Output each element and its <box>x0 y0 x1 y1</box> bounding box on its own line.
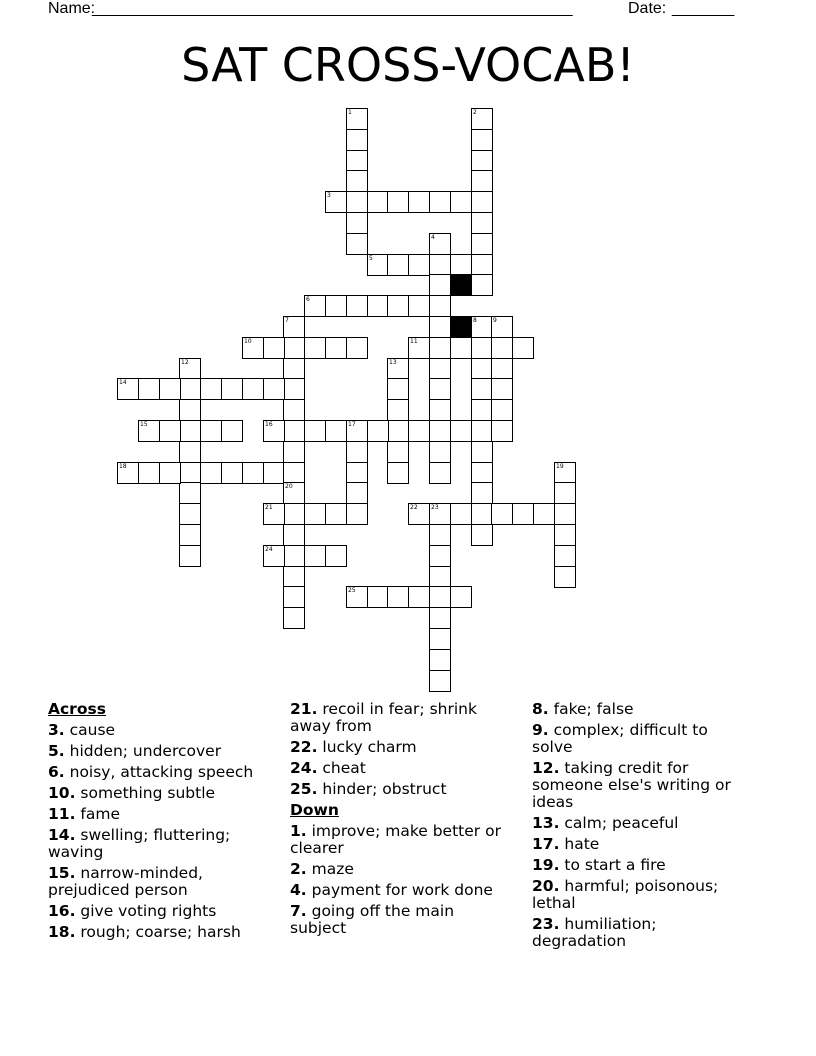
grid-cell[interactable] <box>159 462 181 484</box>
grid-cell[interactable] <box>179 524 201 546</box>
grid-cell[interactable] <box>471 316 493 338</box>
grid-cell[interactable] <box>346 108 368 130</box>
grid-cell[interactable] <box>200 462 222 484</box>
clue-number: 3. <box>48 721 65 739</box>
clue-number-label: 20 <box>285 483 293 490</box>
clue-text: hidden; undercover <box>64 742 222 760</box>
grid-cell[interactable] <box>429 358 451 380</box>
grid-cell[interactable] <box>512 503 534 525</box>
clue-number-label: 15 <box>140 421 148 428</box>
clue-number: 19. <box>532 856 560 874</box>
clue-across <box>290 760 510 777</box>
clue-text: to start a fire <box>559 856 666 874</box>
grid-cell[interactable] <box>471 482 493 504</box>
clue-text: rough; coarse; harsh <box>75 923 241 941</box>
clue-down <box>532 857 752 874</box>
clue-text: fake; false <box>548 700 634 718</box>
grid-cell[interactable] <box>304 337 326 359</box>
grid-cell[interactable] <box>283 358 305 380</box>
grid-cell[interactable] <box>346 129 368 151</box>
grid-cell[interactable] <box>387 420 409 442</box>
clue-number-label: 19 <box>556 463 564 470</box>
grid-cell[interactable] <box>283 316 305 338</box>
grid-cell[interactable] <box>512 337 534 359</box>
grid-cell[interactable] <box>283 586 305 608</box>
clue-text: hinder; obstruct <box>317 780 447 798</box>
grid-cell[interactable] <box>179 441 201 463</box>
clue-number: 16. <box>48 902 76 920</box>
grid-cell[interactable] <box>471 129 493 151</box>
clue-number-label: 1 <box>348 109 352 116</box>
clue-down <box>532 815 752 832</box>
grid-cell[interactable] <box>387 378 409 400</box>
grid-cell[interactable] <box>429 274 451 296</box>
grid-cell[interactable] <box>325 420 347 442</box>
clue-number: 15. <box>48 864 76 882</box>
grid-cell[interactable] <box>325 295 347 317</box>
grid-cell[interactable] <box>387 358 409 380</box>
clue-text: give voting rights <box>75 902 217 920</box>
grid-cell[interactable] <box>367 586 389 608</box>
grid-cell[interactable] <box>283 378 305 400</box>
grid-cell[interactable] <box>408 337 430 359</box>
grid-cell[interactable] <box>283 399 305 421</box>
clue-number-label: 21 <box>265 504 273 511</box>
clue-number: 11. <box>48 805 76 823</box>
clue-down <box>290 861 510 878</box>
grid-cell[interactable] <box>283 462 305 484</box>
grid-cell[interactable] <box>533 503 555 525</box>
clue-down <box>532 722 752 756</box>
grid-cell[interactable] <box>346 212 368 234</box>
clue-number: 14. <box>48 826 76 844</box>
grid-cell[interactable] <box>429 566 451 588</box>
grid-cell[interactable] <box>491 316 513 338</box>
grid-cell[interactable] <box>554 566 576 588</box>
grid-cell[interactable] <box>387 254 409 276</box>
clue-number-label: 14 <box>119 379 127 386</box>
clue-number-label: 7 <box>285 317 289 324</box>
clue-number-label: 12 <box>181 359 189 366</box>
grid-cell[interactable] <box>429 254 451 276</box>
grid-cell[interactable] <box>471 503 493 525</box>
clue-number-label: 3 <box>327 192 331 199</box>
clue-number-label: 11 <box>410 338 418 345</box>
grid-cell[interactable] <box>367 295 389 317</box>
grid-cell[interactable] <box>471 462 493 484</box>
grid-cell[interactable] <box>408 254 430 276</box>
grid-cell[interactable] <box>179 462 201 484</box>
grid-cell[interactable] <box>429 628 451 650</box>
clue-number: 22. <box>290 738 318 756</box>
grid-cell[interactable] <box>429 524 451 546</box>
date-label: Date: <box>628 0 667 17</box>
grid-cell[interactable] <box>346 150 368 172</box>
grid-cell[interactable] <box>450 254 472 276</box>
grid-cell[interactable] <box>554 545 576 567</box>
grid-cell[interactable] <box>408 503 430 525</box>
clue-number-label: 23 <box>431 504 439 511</box>
clue-across <box>48 806 280 823</box>
grid-cell[interactable] <box>346 503 368 525</box>
grid-cell[interactable] <box>346 441 368 463</box>
grid-cell[interactable] <box>221 378 243 400</box>
grid-cell[interactable] <box>450 337 472 359</box>
grid-cell[interactable] <box>242 462 264 484</box>
grid-cell[interactable] <box>346 586 368 608</box>
clue-number-label: 10 <box>244 338 252 345</box>
clue-down <box>532 760 752 811</box>
grid-cell[interactable] <box>387 462 409 484</box>
grid-cell[interactable] <box>263 420 285 442</box>
clue-text: complex; difficult to solve <box>532 721 708 756</box>
grid-cell[interactable] <box>159 420 181 442</box>
grid-cell[interactable] <box>471 212 493 234</box>
grid-cell[interactable] <box>304 420 326 442</box>
grid-cell[interactable] <box>387 441 409 463</box>
grid-cell[interactable] <box>283 524 305 546</box>
grid-cell[interactable] <box>179 545 201 567</box>
grid-cell[interactable] <box>429 337 451 359</box>
grid-cell[interactable] <box>325 337 347 359</box>
clue-across <box>48 785 280 802</box>
grid-cell[interactable] <box>429 420 451 442</box>
grid-cell[interactable] <box>367 254 389 276</box>
grid-cell[interactable] <box>429 462 451 484</box>
clue-down <box>532 916 752 950</box>
grid-cell[interactable] <box>200 378 222 400</box>
grid-cell[interactable] <box>283 566 305 588</box>
grid-cell[interactable] <box>179 420 201 442</box>
grid-cell[interactable] <box>554 524 576 546</box>
clue-number: 13. <box>532 814 560 832</box>
grid-cell[interactable] <box>263 337 285 359</box>
grid-cell[interactable] <box>429 233 451 255</box>
grid-cell[interactable] <box>304 503 326 525</box>
name-label: Name: <box>48 0 96 17</box>
grid-cell[interactable] <box>179 378 201 400</box>
clue-number: 2. <box>290 860 307 878</box>
clue-down <box>290 882 510 899</box>
down-heading: Down <box>290 801 339 819</box>
clue-number: 9. <box>532 721 549 739</box>
clue-across <box>48 865 280 899</box>
clue-number: 23. <box>532 915 560 933</box>
clue-number: 1. <box>290 822 307 840</box>
grid-cell[interactable] <box>554 482 576 504</box>
clue-number-label: 6 <box>306 296 310 303</box>
clue-number-label: 22 <box>410 504 418 511</box>
grid-cell[interactable] <box>408 191 430 213</box>
grid-cell[interactable] <box>387 295 409 317</box>
grid-cell[interactable] <box>491 358 513 380</box>
clue-down <box>532 836 752 853</box>
grid-cell[interactable] <box>471 191 493 213</box>
grid-cell[interactable] <box>471 108 493 130</box>
grid-cell[interactable] <box>283 607 305 629</box>
grid-cell[interactable] <box>117 462 139 484</box>
clue-number: 10. <box>48 784 76 802</box>
grid-cell[interactable] <box>263 503 285 525</box>
grid-cell[interactable] <box>450 420 472 442</box>
clue-text: something subtle <box>75 784 216 802</box>
page-title: SAT CROSS-VOCAB! <box>181 38 635 92</box>
grid-cell[interactable] <box>471 441 493 463</box>
grid-cell[interactable] <box>200 420 222 442</box>
grid-cell[interactable] <box>491 337 513 359</box>
clue-number: 18. <box>48 923 76 941</box>
grid-cell[interactable] <box>429 316 451 338</box>
grid-cell[interactable] <box>429 607 451 629</box>
grid-cell[interactable] <box>471 399 493 421</box>
grid-cell[interactable] <box>429 503 451 525</box>
clue-number: 6. <box>48 763 65 781</box>
grid-cell[interactable] <box>283 337 305 359</box>
clue-number: 20. <box>532 877 560 895</box>
grid-cell[interactable] <box>242 378 264 400</box>
clue-number: 17. <box>532 835 560 853</box>
grid-cell[interactable] <box>304 295 326 317</box>
clue-number: 12. <box>532 759 560 777</box>
clue-across <box>48 903 280 920</box>
grid-cell[interactable] <box>471 524 493 546</box>
grid-cell[interactable] <box>471 420 493 442</box>
grid-cell[interactable] <box>325 503 347 525</box>
grid-cell[interactable] <box>179 503 201 525</box>
grid-cell[interactable] <box>263 462 285 484</box>
clue-across <box>48 827 280 861</box>
grid-cell[interactable] <box>179 482 201 504</box>
clue-across <box>48 722 280 739</box>
grid-cell[interactable] <box>429 441 451 463</box>
clue-number-label: 2 <box>473 109 477 116</box>
grid-cell[interactable] <box>471 150 493 172</box>
grid-cell[interactable] <box>450 586 472 608</box>
grid-cell[interactable] <box>221 462 243 484</box>
grid-cell[interactable] <box>429 191 451 213</box>
grid-cell[interactable] <box>367 420 389 442</box>
grid-cell[interactable] <box>554 462 576 484</box>
grid-cell[interactable] <box>263 378 285 400</box>
grid-cell[interactable] <box>408 420 430 442</box>
clue-text: swelling; fluttering; waving <box>48 826 231 861</box>
clue-text: harmful; poisonous; lethal <box>532 877 719 912</box>
clue-number: 24. <box>290 759 318 777</box>
grid-cell[interactable] <box>471 337 493 359</box>
clue-text: payment for work done <box>306 881 493 899</box>
grid-cell[interactable] <box>138 462 160 484</box>
clue-text: lucky charm <box>317 738 417 756</box>
grid-cell[interactable] <box>263 545 285 567</box>
grid-cell[interactable] <box>408 295 430 317</box>
grid-cell[interactable] <box>346 420 368 442</box>
clue-text: maze <box>306 860 354 878</box>
clue-number: 5. <box>48 742 65 760</box>
clue-across <box>290 781 510 798</box>
grid-cell[interactable] <box>429 649 451 671</box>
clue-text: narrow-minded, prejudiced person <box>48 864 203 899</box>
clue-down <box>532 701 752 718</box>
grid-cell[interactable] <box>471 378 493 400</box>
grid-cell[interactable] <box>554 503 576 525</box>
clue-number: 7. <box>290 902 307 920</box>
clue-down <box>290 823 510 857</box>
clues-column-3 <box>532 701 752 954</box>
grid-cell[interactable] <box>491 503 513 525</box>
grid-cell[interactable] <box>450 503 472 525</box>
grid-cell[interactable] <box>408 586 430 608</box>
clue-text: noisy, attacking speech <box>64 763 254 781</box>
grid-cell[interactable] <box>117 378 139 400</box>
clue-number-label: 5 <box>369 255 373 262</box>
date-line[interactable]: _______ <box>672 0 735 17</box>
clue-number-label: 8 <box>473 317 477 324</box>
clue-number-label: 16 <box>265 421 273 428</box>
clue-across <box>290 701 510 735</box>
grid-cell[interactable] <box>450 191 472 213</box>
grid-cell[interactable] <box>346 191 368 213</box>
grid-cell[interactable] <box>429 670 451 692</box>
clue-number-label: 25 <box>348 587 356 594</box>
grid-cell[interactable] <box>283 441 305 463</box>
grid-cell[interactable] <box>429 295 451 317</box>
grid-cell[interactable] <box>491 420 513 442</box>
grid-cell[interactable] <box>367 191 389 213</box>
grid-cell[interactable] <box>471 274 493 296</box>
clue-across <box>290 739 510 756</box>
clue-text: hate <box>559 835 600 853</box>
clue-number-label: 17 <box>348 421 356 428</box>
grid-cell[interactable] <box>138 378 160 400</box>
grid-cell[interactable] <box>491 399 513 421</box>
grid-block <box>450 274 472 296</box>
clues-column-1 <box>48 701 280 945</box>
across-heading: Across <box>48 700 106 718</box>
grid-cell[interactable] <box>429 378 451 400</box>
clue-across <box>48 764 280 781</box>
grid-cell[interactable] <box>242 337 264 359</box>
grid-cell[interactable] <box>179 358 201 380</box>
grid-cell[interactable] <box>471 233 493 255</box>
clues-column-2 <box>290 701 510 941</box>
clue-number: 25. <box>290 780 318 798</box>
grid-cell[interactable] <box>283 420 305 442</box>
grid-cell[interactable] <box>283 545 305 567</box>
clue-number-label: 13 <box>389 359 397 366</box>
grid-cell[interactable] <box>346 462 368 484</box>
grid-cell[interactable] <box>283 503 305 525</box>
grid-cell[interactable] <box>325 191 347 213</box>
clue-text: humiliation; degradation <box>532 915 657 950</box>
clue-number: 21. <box>290 700 318 718</box>
grid-cell[interactable] <box>325 545 347 567</box>
clue-number-label: 4 <box>431 234 435 241</box>
grid-cell[interactable] <box>429 586 451 608</box>
grid-cell[interactable] <box>346 233 368 255</box>
clue-down <box>290 903 510 937</box>
clue-across <box>48 924 280 941</box>
clue-number-label: 24 <box>265 546 273 553</box>
clue-text: improve; make better or clearer <box>290 822 501 857</box>
grid-cell[interactable] <box>387 399 409 421</box>
grid-block <box>450 316 472 338</box>
grid-cell[interactable] <box>429 399 451 421</box>
clue-number-label: 18 <box>119 463 127 470</box>
clue-number: 8. <box>532 700 549 718</box>
grid-cell[interactable] <box>304 545 326 567</box>
grid-cell[interactable] <box>346 295 368 317</box>
clue-down <box>532 878 752 912</box>
clue-number: 4. <box>290 881 307 899</box>
grid-cell[interactable] <box>471 170 493 192</box>
clue-text: fame <box>75 805 120 823</box>
clue-text: going off the main subject <box>290 902 455 937</box>
grid-cell[interactable] <box>387 586 409 608</box>
clue-text: taking credit for someone else's writing or ideas <box>532 759 731 811</box>
grid-cell[interactable] <box>221 420 243 442</box>
clue-number-label: 9 <box>493 317 497 324</box>
grid-cell[interactable] <box>429 545 451 567</box>
name-line[interactable]: ______________________________________________________ <box>92 0 573 17</box>
grid-cell[interactable] <box>471 358 493 380</box>
grid-cell[interactable] <box>346 337 368 359</box>
grid-cell[interactable] <box>387 191 409 213</box>
grid-cell[interactable] <box>283 482 305 504</box>
grid-cell[interactable] <box>471 254 493 276</box>
grid-cell[interactable] <box>346 170 368 192</box>
clue-text: cheat <box>317 759 366 777</box>
grid-cell[interactable] <box>159 378 181 400</box>
clue-across <box>48 743 280 760</box>
grid-cell[interactable] <box>491 378 513 400</box>
clue-text: cause <box>64 721 116 739</box>
grid-cell[interactable] <box>179 399 201 421</box>
clue-text: calm; peaceful <box>559 814 679 832</box>
grid-cell[interactable] <box>138 420 160 442</box>
grid-cell[interactable] <box>346 482 368 504</box>
clue-text: recoil in fear; shrink away from <box>290 700 477 735</box>
